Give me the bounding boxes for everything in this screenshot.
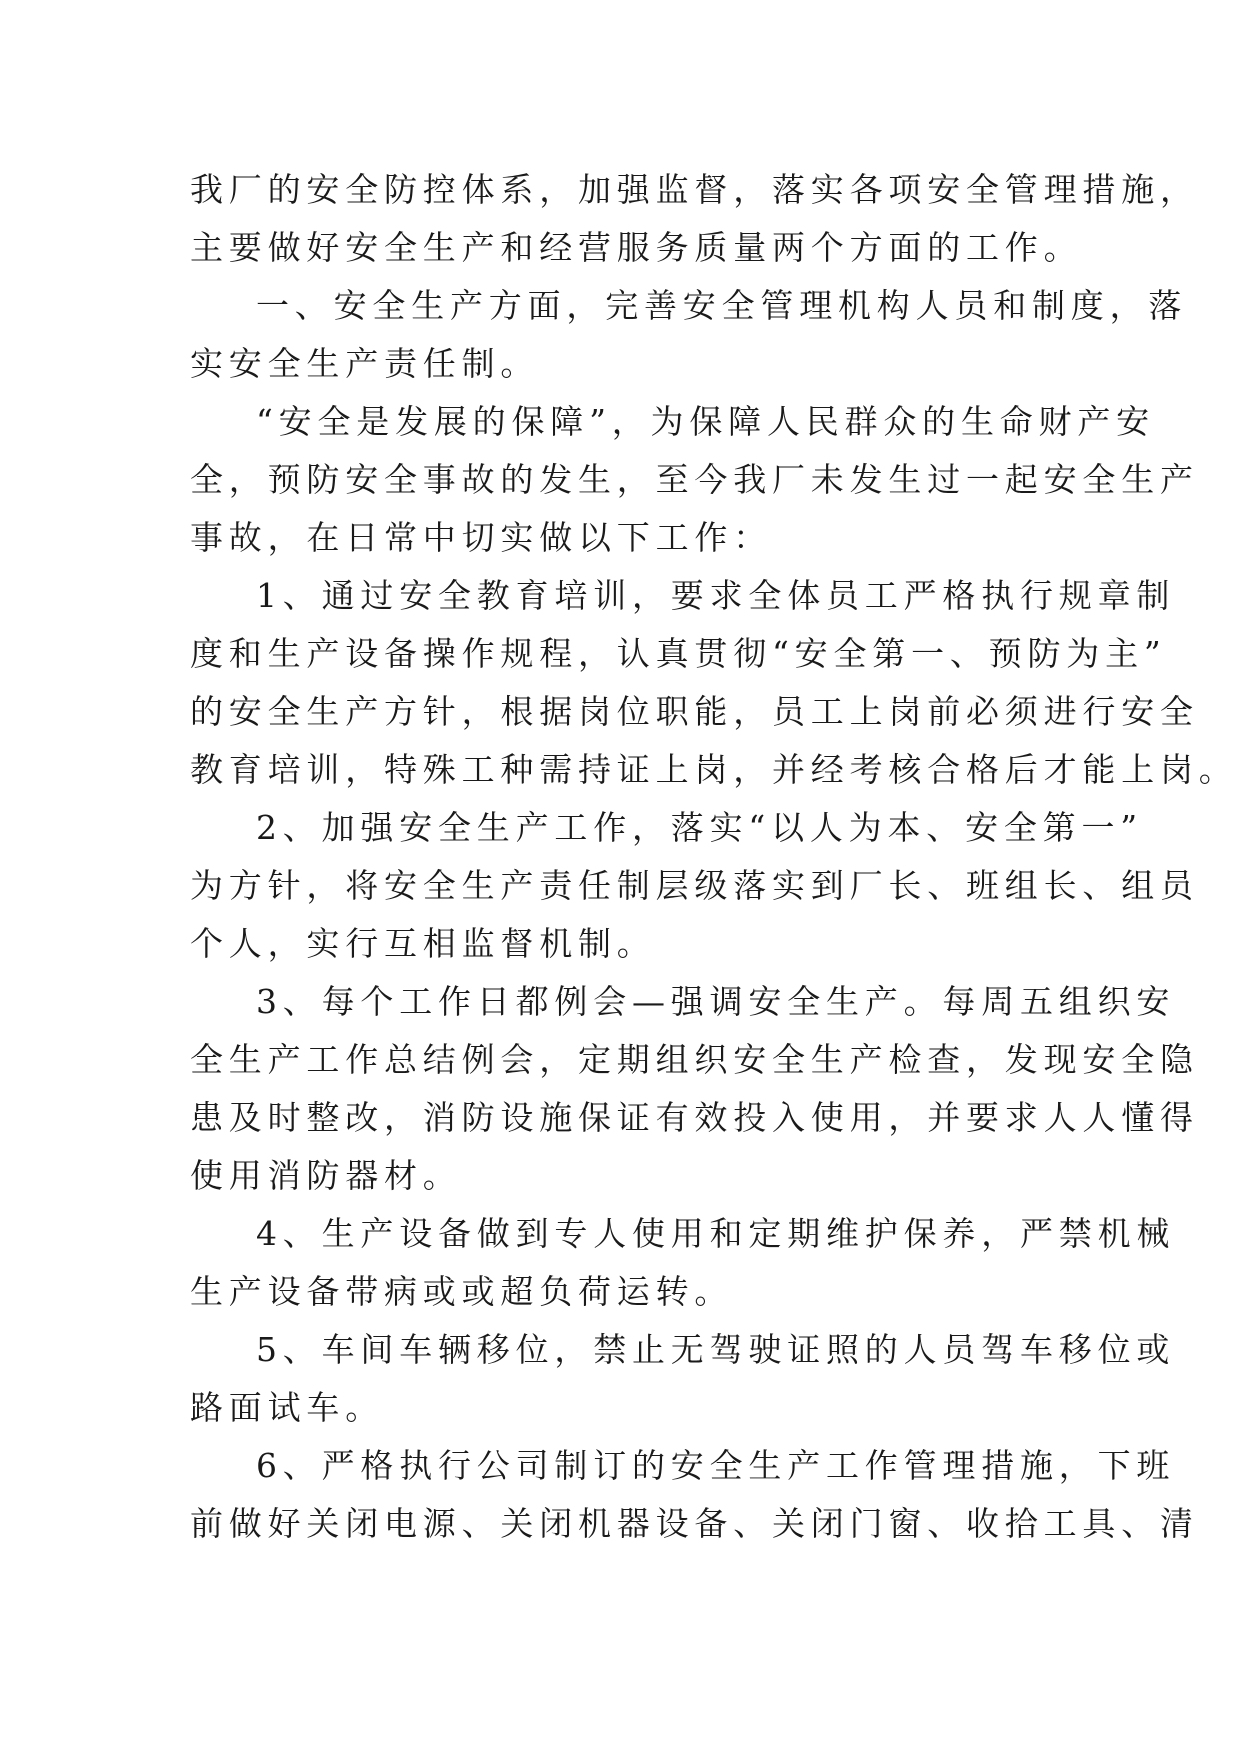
text-line: 一、安全生产方面，完善安全管理机构人员和制度，落 <box>256 286 1188 325</box>
text-line: 个人，实行互相监督机制。 <box>190 924 656 963</box>
text-line: 2、加强安全生产工作，落实“以人为本、安全第一” <box>256 808 1143 847</box>
text-line: 的安全生产方针，根据岗位职能，员工上岗前必须进行安全 <box>190 692 1199 731</box>
text-line: 3、每个工作日都例会—强调安全生产。每周五组织安 <box>256 982 1176 1021</box>
text-line: 1、通过安全教育培训，要求全体员工严格执行规章制 <box>256 576 1176 615</box>
text-line: 实安全生产责任制。 <box>190 344 540 383</box>
text-line: 生产设备带病或或超负荷运转。 <box>190 1272 734 1311</box>
text-line: 全生产工作总结例会，定期组织安全生产检查，发现安全隐 <box>190 1040 1199 1079</box>
text-line: 教育培训，特殊工种需持证上岗，并经考核合格后才能上岗。 <box>190 750 1238 789</box>
text-line: 5、车间车辆移位，禁止无驾驶证照的人员驾车移位或 <box>256 1330 1176 1369</box>
text-line: 患及时整改，消防设施保证有效投入使用，并要求人人懂得 <box>190 1098 1199 1137</box>
text-line: 度和生产设备操作规程，认真贯彻“安全第一、预防为主” <box>190 634 1167 673</box>
text-line: 主要做好安全生产和经营服务质量两个方面的工作。 <box>190 228 1083 267</box>
text-line: “安全是发展的保障”，为保障人民群众的生命财产安 <box>256 402 1155 441</box>
text-line: 使用消防器材。 <box>190 1156 462 1195</box>
text-line: 事故，在日常中切实做以下工作： <box>190 518 772 557</box>
text-line: 前做好关闭电源、关闭机器设备、关闭门窗、收拾工具、清 <box>190 1504 1199 1543</box>
text-line: 6、严格执行公司制订的安全生产工作管理措施，下班 <box>256 1446 1176 1485</box>
text-line: 路面试车。 <box>190 1388 384 1427</box>
text-line: 我厂的安全防控体系，加强监督，落实各项安全管理措施， <box>190 170 1199 209</box>
text-line: 为方针，将安全生产责任制层级落实到厂长、班组长、组员 <box>190 866 1199 905</box>
text-line: 4、生产设备做到专人使用和定期维护保养，严禁机械 <box>256 1214 1176 1253</box>
text-line: 全，预防安全事故的发生，至今我厂未发生过一起安全生产 <box>190 460 1199 499</box>
